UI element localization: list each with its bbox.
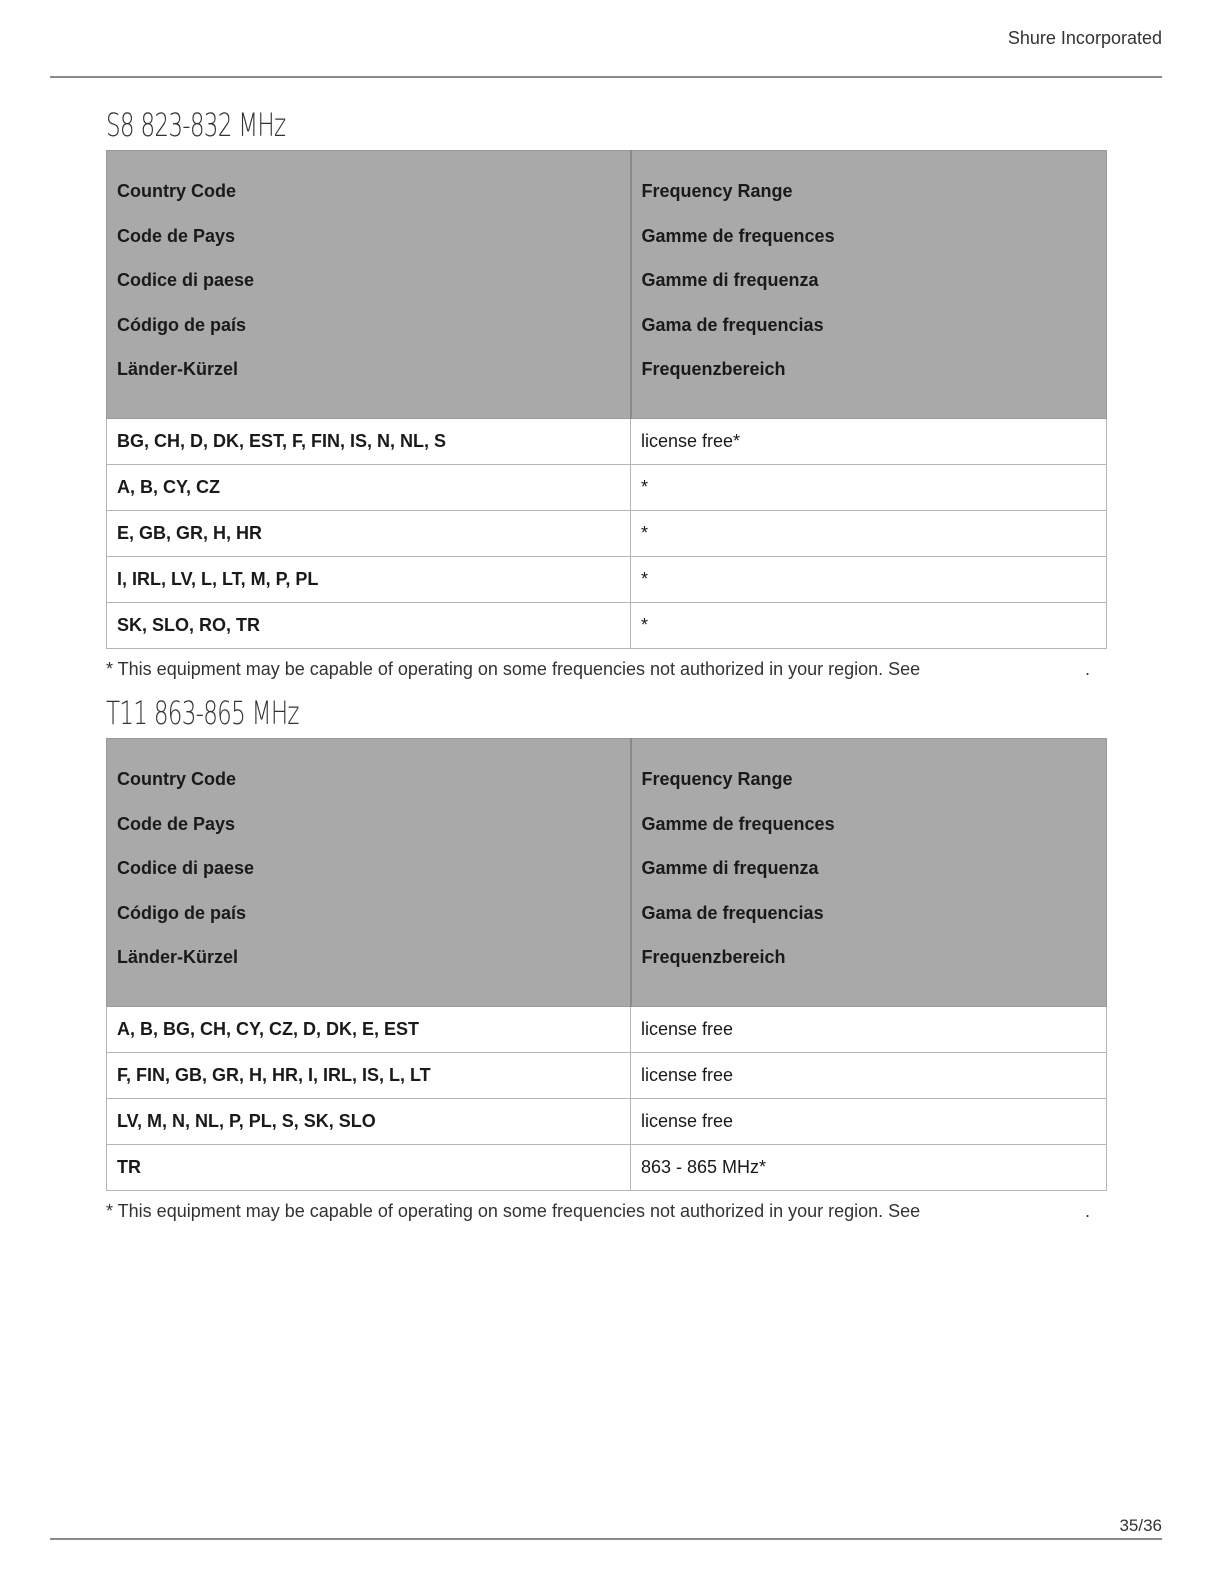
country-codes-cell: LV, M, N, NL, P, PL, S, SK, SLO xyxy=(107,1098,631,1144)
company-name: Shure Incorporated xyxy=(1007,28,1162,48)
section-title: S8 823-832 MHz xyxy=(106,106,286,144)
table-row xyxy=(107,418,1107,464)
frequency-range-cell: * xyxy=(631,510,1107,556)
header-label: Código de país xyxy=(117,902,247,923)
country-codes-cell: A, B, CY, CZ xyxy=(107,464,631,510)
country-codes-cell: BG, CH, D, DK, EST, F, FIN, IS, N, NL, S xyxy=(107,418,631,464)
country-codes-cell: I, IRL, LV, L, LT, M, P, PL xyxy=(107,556,631,602)
frequency-range-cell: 863 - 865 MHz* xyxy=(631,1144,1107,1190)
footnote xyxy=(106,1201,1106,1225)
header-label: Código de país xyxy=(117,314,247,335)
header-frequency-range xyxy=(631,739,1107,1007)
header-label: Frequency Range xyxy=(641,181,793,201)
country-codes-cell: TR xyxy=(107,1144,631,1190)
table-header-row xyxy=(107,739,1107,1007)
table-row xyxy=(107,602,1107,648)
country-codes-cell: F, FIN, GB, GR, H, HR, I, IRL, IS, L, LT xyxy=(107,1052,631,1098)
frequency-range-cell: license free* xyxy=(631,418,1107,464)
header-label: Länder-Kürzel xyxy=(117,947,239,968)
frequency-range-cell: license free xyxy=(631,1052,1107,1098)
header-divider xyxy=(50,76,1162,78)
table-row xyxy=(107,556,1107,602)
header-label: Länder-Kürzel xyxy=(117,359,239,380)
header-label: Country Code xyxy=(117,181,236,201)
footnote-end: . xyxy=(1085,1200,1091,1221)
header-country-code xyxy=(107,151,631,419)
frequency-range-cell: * xyxy=(631,464,1107,510)
country-codes-cell: SK, SLO, RO, TR xyxy=(107,602,631,648)
country-codes-cell: A, B, BG, CH, CY, CZ, D, DK, E, EST xyxy=(107,1006,631,1052)
table-row xyxy=(107,1098,1107,1144)
header-country-code xyxy=(107,739,631,1007)
header-label: Country Code xyxy=(117,769,236,789)
frequency-range-cell: * xyxy=(631,602,1107,648)
frequency-table-s8 xyxy=(106,150,1107,649)
section-s8 xyxy=(106,100,1106,683)
footnote-text: * This equipment may be capable of operating on some frequencies not authorized in your region. See xyxy=(106,658,921,679)
header-label: Frequency Range xyxy=(641,769,793,789)
footnote-text: * This equipment may be capable of operating on some frequencies not authorized in your region. See xyxy=(106,1200,921,1221)
footnote xyxy=(106,659,1106,683)
header-label: Code de Pays xyxy=(117,225,236,246)
footnote-end: . xyxy=(1085,658,1091,679)
header-label: Codice di paese xyxy=(117,858,255,879)
frequency-range-cell: * xyxy=(631,556,1107,602)
footer-divider xyxy=(50,1538,1162,1540)
table-row xyxy=(107,510,1107,556)
table-row xyxy=(107,464,1107,510)
frequency-range-cell: license free xyxy=(631,1006,1107,1052)
header-frequency-range xyxy=(631,151,1107,419)
header-label: Code de Pays xyxy=(117,813,236,834)
header-label: Gamme di frequenza xyxy=(641,858,819,879)
header-label: Gamme di frequenza xyxy=(641,270,819,291)
header-label: Gamme de frequences xyxy=(641,813,835,834)
header-label: Frequenzbereich xyxy=(641,359,786,380)
header-label: Codice di paese xyxy=(117,270,255,291)
frequency-range-cell: license free xyxy=(631,1098,1107,1144)
header-label: Gama de frequencias xyxy=(641,902,824,923)
page-number: 35/36 xyxy=(1119,1516,1162,1535)
section-t11 xyxy=(106,688,1106,1225)
header-label: Gamme de frequences xyxy=(641,225,835,246)
header-label: Frequenzbereich xyxy=(641,947,786,968)
table-row xyxy=(107,1052,1107,1098)
section-title: T11 863-865 MHz xyxy=(106,694,299,732)
frequency-table-t11 xyxy=(106,738,1107,1191)
table-row xyxy=(107,1144,1107,1190)
country-codes-cell: E, GB, GR, H, HR xyxy=(107,510,631,556)
header-label: Gama de frequencias xyxy=(641,314,824,335)
table-header-row xyxy=(107,151,1107,419)
table-row xyxy=(107,1006,1107,1052)
